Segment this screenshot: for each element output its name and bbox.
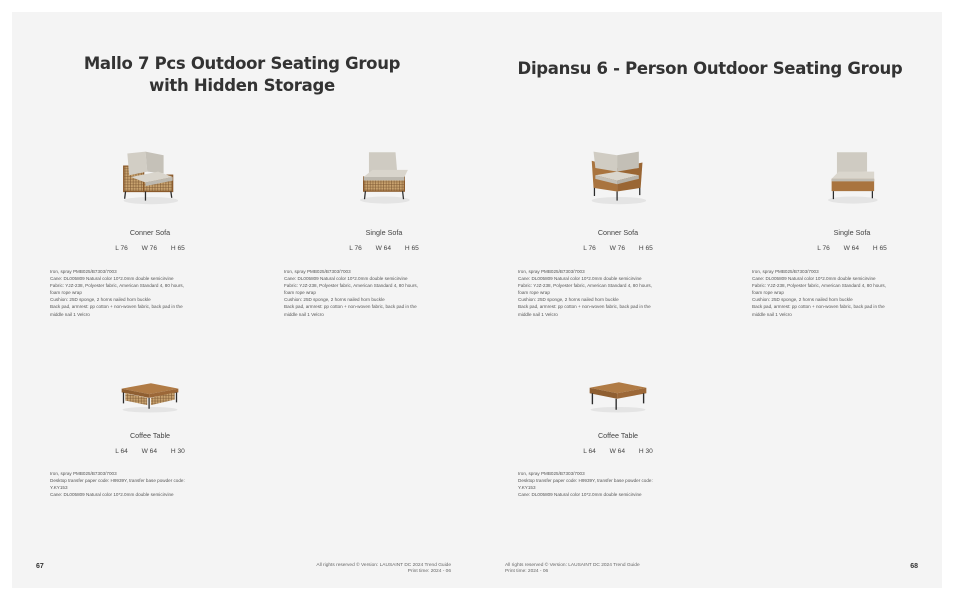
corner-sofa-icon [518,148,718,218]
dim-width: W 64 [141,448,158,455]
dim-width: W 76 [609,245,626,252]
product-name: Coffee Table [597,431,639,440]
catalog-spread [12,12,942,588]
footer-line: Print time: 2024 - 06 [505,569,549,575]
product-name: Coffee Table [129,431,171,440]
title-line: with Hidden Storage [149,76,335,95]
spec-line: Fabric: YJZ-238, Polyester fabric, American Standard 4, 80 hours, [518,283,652,289]
spec-line: Back pad, armrest: pp cotton + non-woven fabric, back pad in the [50,304,183,310]
footer-line: All rights reserved © Version: LAUSAINT DC 2024 Trend Guide [316,563,451,568]
spec-line: Cane: DL005809 Natural color 10*2.0mm double semicirvine [50,276,174,282]
product-dimensions [50,245,250,252]
spec-line: Desktop transfer paper code: H9939Y, transfer base powder code: [518,478,653,484]
product-spec [284,268,444,318]
page-footer [316,563,451,575]
product-name: Single Sofa [365,228,403,237]
page-right [477,12,942,588]
spec-line: middle nail 1 Velcro [752,311,792,317]
page-number: 68 [910,563,918,570]
dim-length: L 76 [583,245,596,252]
spec-line: Cane: DL005809 Natural color 10*2.0mm double semicirvine [518,492,642,498]
footer-line: Print time: 2024 - 06 [407,569,451,575]
spec-line: Back pad, armrest: pp cotton + non-woven fabric, back pad in the [518,304,651,310]
dim-width: W 64 [375,245,392,252]
dim-length: L 76 [115,245,128,252]
spec-line: Cushion: 25D sponge, 2 horns nailed horn buckle [284,297,385,303]
spec-line: Desktop transfer paper code: H9939Y, transfer base powder code: [50,478,185,484]
spec-line: Iron, spray PMB025/B7303/7003 [518,269,585,274]
spec-line: foam rope wrap [284,290,316,296]
dim-height: H 65 [404,245,419,252]
product-dimensions [284,245,484,252]
spec-line: foam rope wrap [752,290,784,296]
dim-width: W 64 [609,448,626,455]
title-line: Dipansu 6 - Person Outdoor Seating Group [517,59,903,78]
dim-width: W 64 [843,245,860,252]
product-spec [518,470,678,498]
spec-line: Cane: DL005809 Natural color 10*2.0mm double semicirvine [50,492,174,498]
spec-line: Iron, spray PMB025/B7303/7003 [50,269,117,274]
spec-line: Fabric: YJZ-238, Polyester fabric, American Standard 4, 80 hours, [50,283,184,289]
spec-line: middle nail 1 Velcro [284,311,324,317]
product-name: Conner Sofa [129,228,171,237]
page-title [495,58,925,80]
dim-length: L 64 [583,448,596,455]
spec-line: Iron, spray PMB025/B7303/7003 [50,471,117,476]
spec-line: middle nail 1 Velcro [518,311,558,317]
title-line: Mallo 7 Pcs Outdoor Seating Group [83,54,401,73]
spec-line: Cane: DL005809 Natural color 10*2.0mm double semicirvine [518,276,642,282]
spec-line: Iron, spray PMB025/B7303/7003 [752,269,819,274]
product-dimensions [50,448,250,455]
dim-height: H 30 [170,448,185,455]
spec-line: Cane: DL005809 Natural color 10*2.0mm double semicirvine [284,276,408,282]
product-dimensions [518,448,718,455]
dim-length: L 76 [349,245,362,252]
spec-line: Cushion: 25D sponge, 2 horns nailed horn buckle [752,297,853,303]
product-name: Single Sofa [833,228,871,237]
spec-line: Fabric: YJZ-238, Polyester fabric, American Standard 4, 80 hours, [752,283,886,289]
spec-line: Cushion: 25D sponge, 2 horns nailed horn buckle [50,297,151,303]
spec-line: Iron, spray PMB025/B7303/7003 [518,471,585,476]
spec-line: foam rope wrap [518,290,550,296]
dim-length: L 64 [115,448,128,455]
dim-height: H 65 [638,245,653,252]
product-dimensions [518,245,718,252]
page-title [42,53,442,97]
footer-line: All rights reserved © Version: LAUSAINT DC 2024 Trend Guide [505,563,640,568]
spec-line: Fabric: YJZ-238, Polyester fabric, American Standard 4, 80 hours, [284,283,418,289]
product-spec [518,268,678,318]
product-spec [752,268,912,318]
spec-line: Iron, spray PMB025/B7303/7003 [284,269,351,274]
spec-line: Y.KY153 [50,485,68,491]
dim-length: L 76 [817,245,830,252]
dim-height: H 65 [170,245,185,252]
corner-sofa-icon [50,148,250,218]
spec-line: foam rope wrap [50,290,82,296]
spec-line: middle nail 1 Velcro [50,311,90,317]
spec-line: Y.KY153 [518,485,536,491]
dim-height: H 30 [638,448,653,455]
product-name: Conner Sofa [597,228,639,237]
dim-height: H 65 [872,245,887,252]
spec-line: Cane: DL005809 Natural color 10*2.0mm double semicirvine [752,276,876,282]
product-dimensions [752,245,952,252]
spec-line: Back pad, armrest: pp cotton + non-woven fabric, back pad in the [284,304,417,310]
single-sofa-icon [752,148,952,218]
page-number: 67 [36,563,44,570]
page-left [12,12,477,588]
page-footer [505,563,640,575]
dim-width: W 76 [141,245,158,252]
spec-line: Cushion: 25D sponge, 2 horns nailed horn buckle [518,297,619,303]
single-sofa-icon [284,148,484,218]
product-spec [50,470,210,498]
product-spec [50,268,210,318]
spec-line: Back pad, armrest: pp cotton + non-woven fabric, back pad in the [752,304,885,310]
